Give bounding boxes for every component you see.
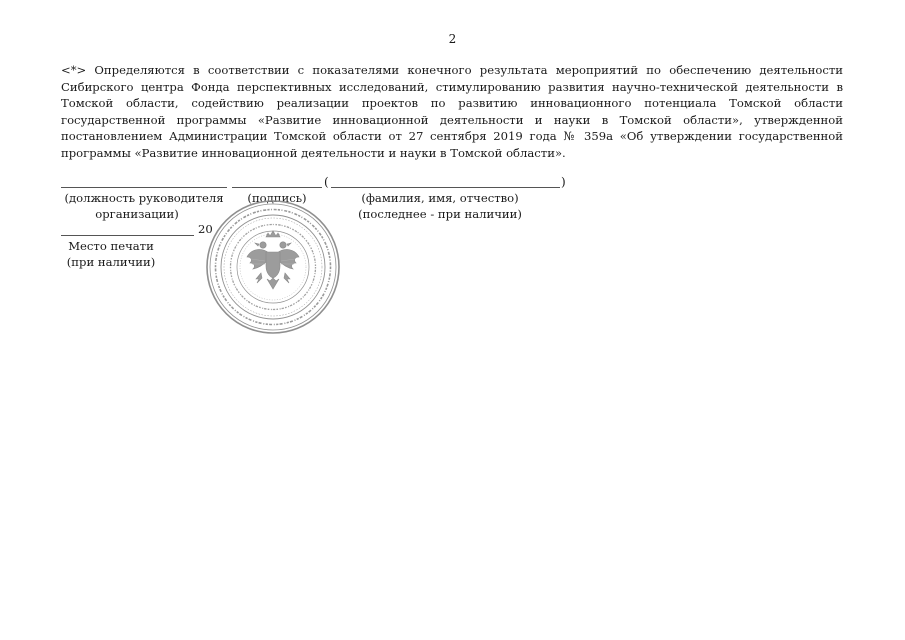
name-caption-line2: (последнее - при наличии) bbox=[358, 207, 522, 221]
signature-caption: (подпись) bbox=[247, 191, 307, 205]
name-line bbox=[331, 187, 560, 188]
stamp-caption bbox=[56, 238, 166, 270]
position-caption-line1: (должность руководителя bbox=[64, 191, 224, 205]
signature-line bbox=[232, 187, 322, 188]
year-prefix: 20 bbox=[198, 222, 213, 236]
name-caption-line1: (фамилия, имя, отчество) bbox=[361, 191, 519, 205]
position-caption-line2: организации) bbox=[95, 207, 179, 221]
page-number: 2 bbox=[448, 32, 457, 46]
name-close-paren: ) bbox=[561, 175, 566, 189]
stamp-caption-line2: (при наличии) bbox=[66, 255, 156, 269]
position-line bbox=[61, 187, 227, 188]
stamp-caption-line1: Место печати bbox=[68, 239, 154, 253]
round-official-seal-icon bbox=[203, 197, 343, 337]
name-open-paren: ( bbox=[324, 175, 329, 189]
footnote-text: <*> Определяются в соответствии с показателями конечного результата мероприятий по обеспечению деятельности Сибирского центра Фонда перспективных исследований, стимулированию развития научно-технической деятельности в Томской области, содействию реализации проектов по развитию инновационного потенциала Томской области государственной программы «Развитие инновационной деятельности и науки в Томской области», утвержденной постановлением Администрации Томской области от 27 сентября 2019 года № 359а «Об утверждении государственной программы «Развитие инновационной деятельности и науки в Томской области». bbox=[61, 63, 843, 160]
name-caption bbox=[340, 190, 540, 222]
date-line bbox=[61, 235, 194, 236]
